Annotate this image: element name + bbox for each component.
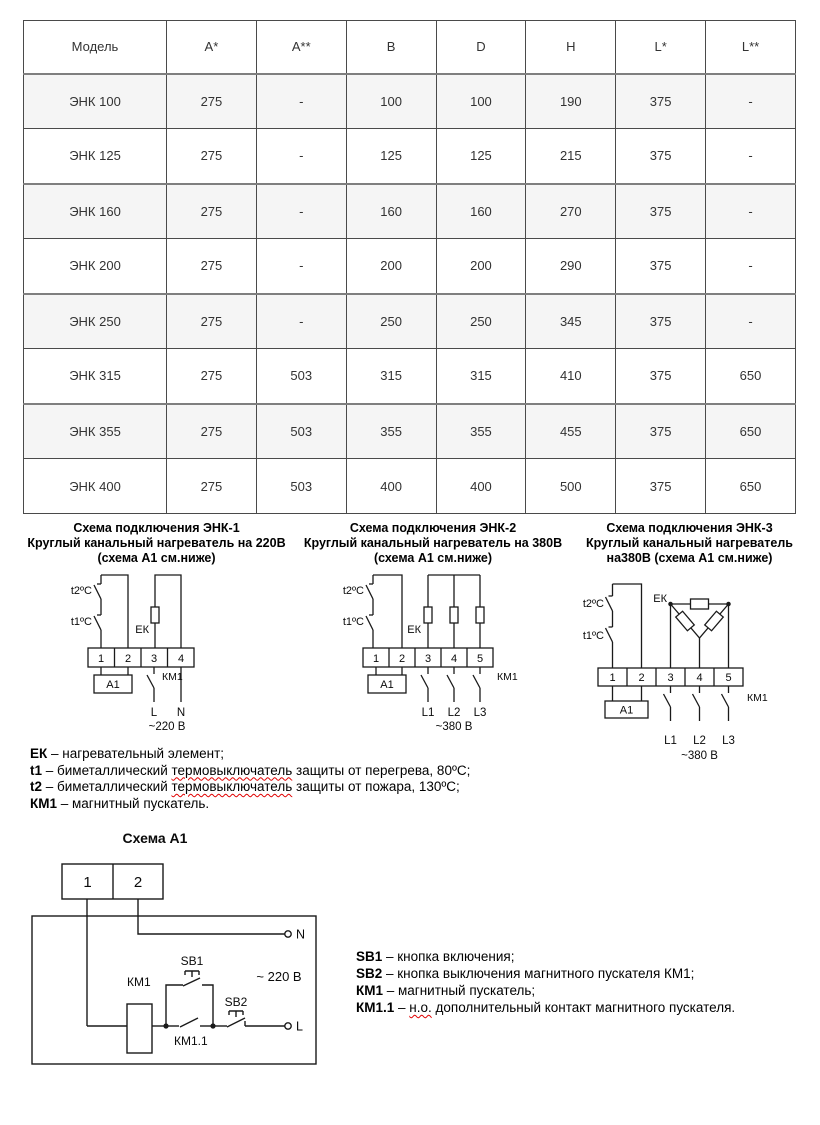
legend-line bbox=[30, 796, 530, 813]
label-phase-l: L bbox=[150, 707, 158, 719]
heater-datasheet-page bbox=[0, 20, 820, 1078]
table-cell: 275 bbox=[167, 184, 257, 239]
table-cell: 160 bbox=[346, 184, 436, 239]
table-column-header: D bbox=[436, 21, 526, 74]
label-neutral: N bbox=[296, 927, 306, 942]
table-cell: ЭНК 355 bbox=[24, 404, 167, 459]
table-cell: 200 bbox=[346, 239, 436, 294]
table-cell: - bbox=[706, 74, 796, 129]
label-phase-l2: L2 bbox=[447, 707, 460, 719]
table-cell: ЭНК 160 bbox=[24, 184, 167, 239]
table-cell: 400 bbox=[346, 459, 436, 514]
legend-line bbox=[30, 779, 530, 796]
legend-text: – кнопка включения; bbox=[382, 949, 515, 964]
table-cell: 250 bbox=[346, 294, 436, 349]
table-cell: 375 bbox=[616, 459, 706, 514]
table-cell: - bbox=[706, 294, 796, 349]
thermal-switch-chain bbox=[94, 575, 128, 648]
table-row bbox=[24, 349, 796, 404]
legend-line bbox=[356, 982, 735, 999]
table-row bbox=[24, 239, 796, 294]
title-line: Схема подключения ЭНК-3 bbox=[606, 521, 773, 535]
legend-text: – магнитный пускатель. bbox=[57, 795, 210, 811]
legend-text: н.о. bbox=[409, 1000, 432, 1015]
table-cell: 100 bbox=[436, 74, 526, 129]
legend-term: SB1 bbox=[356, 949, 383, 964]
label-phase-l2: L2 bbox=[692, 735, 706, 747]
table-cell: 355 bbox=[436, 404, 526, 459]
table-cell: 400 bbox=[436, 459, 526, 514]
label-km1: КМ1 bbox=[127, 975, 151, 989]
resistor-symbol bbox=[450, 607, 458, 623]
label-a1: А1 bbox=[106, 679, 120, 691]
table-column-header: H bbox=[526, 21, 616, 74]
legend-text: дополнительный контакт магнитного пускателя. bbox=[431, 1000, 736, 1015]
km1-contacts bbox=[421, 667, 480, 702]
resistor-symbol bbox=[675, 611, 694, 631]
table-cell: 375 bbox=[616, 294, 706, 349]
table-row bbox=[24, 404, 796, 459]
legend-term: t2 bbox=[30, 779, 43, 794]
km1-contacts bbox=[663, 686, 728, 721]
label-t1: t1ºC bbox=[70, 616, 92, 628]
diagram-enk2 bbox=[299, 521, 567, 769]
label-km1: КМ1 bbox=[496, 671, 518, 683]
table-cell: 375 bbox=[616, 129, 706, 184]
table-cell: 650 bbox=[706, 349, 796, 404]
title-line: на380В (схема А1 см.ниже) bbox=[606, 551, 773, 565]
schematic-enk2 bbox=[316, 569, 551, 744]
table-cell: - bbox=[256, 294, 346, 349]
terminal-number: 1 bbox=[83, 874, 92, 891]
title-line: Круглый канальный нагреватель на 220В bbox=[27, 536, 286, 550]
table-row bbox=[24, 294, 796, 349]
resistor-symbol bbox=[151, 607, 159, 623]
table-cell: - bbox=[256, 239, 346, 294]
km1-contact bbox=[147, 667, 154, 702]
table-cell: - bbox=[706, 129, 796, 184]
diagram-enk1 bbox=[14, 521, 299, 769]
table-cell: 503 bbox=[256, 349, 346, 404]
table-cell: 315 bbox=[436, 349, 526, 404]
table-cell: 503 bbox=[256, 404, 346, 459]
legend-line bbox=[30, 763, 530, 780]
table-row bbox=[24, 459, 796, 514]
dimensions-table bbox=[23, 20, 796, 514]
table-cell: 275 bbox=[167, 459, 257, 514]
diagram-enk2-title bbox=[299, 521, 567, 566]
terminal-number: 3 bbox=[424, 653, 431, 665]
legend-term: КМ1.1 bbox=[356, 1000, 395, 1015]
wiring-diagrams-row bbox=[0, 521, 820, 769]
label-t1: t1ºC bbox=[582, 630, 604, 642]
table-cell: 100 bbox=[346, 74, 436, 129]
resistor-symbol bbox=[704, 611, 723, 631]
table-cell: 275 bbox=[167, 129, 257, 184]
label-voltage: ~ 220 В bbox=[256, 969, 302, 984]
legend-text: термовыключатель bbox=[171, 762, 293, 778]
line-terminal-dot bbox=[285, 1023, 291, 1029]
table-column-header: Модель bbox=[24, 21, 167, 74]
table-cell: ЭНК 100 bbox=[24, 74, 167, 129]
table-cell: 190 bbox=[526, 74, 616, 129]
table-cell: 355 bbox=[346, 404, 436, 459]
terminal-number: 4 bbox=[450, 653, 457, 665]
table-row bbox=[24, 129, 796, 184]
table-cell: ЭНК 125 bbox=[24, 129, 167, 184]
legend-text: – bbox=[394, 1000, 410, 1015]
label-sb2: SB2 bbox=[224, 995, 248, 1009]
table-cell: 270 bbox=[526, 184, 616, 239]
legend-term: t1 bbox=[30, 762, 43, 778]
table-cell: 500 bbox=[526, 459, 616, 514]
diagram-enk3 bbox=[567, 521, 812, 769]
heater-delta-branch bbox=[668, 599, 729, 668]
legend-term: КМ1 bbox=[30, 795, 57, 811]
resistor-symbol bbox=[476, 607, 484, 623]
terminal-number: 4 bbox=[695, 672, 703, 684]
terminal-number: 2 bbox=[398, 653, 405, 665]
label-phase-l1: L1 bbox=[421, 707, 434, 719]
resistor-symbol bbox=[424, 607, 432, 623]
table-cell: 650 bbox=[706, 404, 796, 459]
terminal-number: 1 bbox=[97, 653, 105, 665]
table-cell: 375 bbox=[616, 74, 706, 129]
label-t1: t1ºC bbox=[342, 616, 364, 628]
table-cell: 503 bbox=[256, 459, 346, 514]
resistor-symbol bbox=[690, 599, 708, 609]
legend-text: термовыключатель bbox=[171, 779, 293, 794]
table-row bbox=[24, 74, 796, 129]
terminal-number: 2 bbox=[124, 653, 132, 665]
terminal-number: 5 bbox=[476, 653, 483, 665]
table-cell: ЭНК 315 bbox=[24, 349, 167, 404]
table-cell: 375 bbox=[616, 404, 706, 459]
legend-text: – биметаллический bbox=[42, 779, 172, 794]
label-line: L bbox=[296, 1019, 303, 1034]
label-phase-n: N bbox=[176, 707, 186, 719]
km1-coil bbox=[127, 1004, 152, 1053]
schema-a1-section bbox=[0, 826, 820, 1078]
label-a1: А1 bbox=[619, 704, 633, 717]
heater-elements-branch bbox=[424, 575, 484, 648]
table-header-row bbox=[24, 21, 796, 74]
legend-line bbox=[356, 965, 735, 982]
terminal-block bbox=[62, 864, 163, 899]
terminal-number: 3 bbox=[666, 672, 674, 684]
label-a1: А1 bbox=[379, 679, 394, 691]
title-line: Круглый канальный нагреватель на 380В bbox=[303, 536, 563, 550]
table-cell: 200 bbox=[436, 239, 526, 294]
table-cell: 345 bbox=[526, 294, 616, 349]
diagram-enk1-title bbox=[14, 521, 299, 566]
label-ek: ЕК bbox=[406, 624, 421, 636]
terminal-number: 1 bbox=[608, 672, 616, 684]
junction-dot bbox=[210, 1023, 215, 1028]
label-km1: КМ1 bbox=[162, 671, 183, 683]
terminal-number: 4 bbox=[177, 653, 185, 665]
label-voltage: ~380 В bbox=[680, 750, 718, 762]
label-sb1: SB1 bbox=[180, 954, 204, 968]
table-cell: 650 bbox=[706, 459, 796, 514]
table-cell: 275 bbox=[167, 349, 257, 404]
diagram-enk3-title bbox=[567, 521, 812, 566]
legend-text: – магнитный пускатель; bbox=[383, 983, 536, 998]
legend-term: ЕК bbox=[30, 746, 48, 761]
table-cell: - bbox=[256, 184, 346, 239]
title-line: (схема А1 см.ниже) bbox=[373, 551, 493, 565]
junction-dot bbox=[163, 1023, 168, 1028]
legend-text: защиты от пожара, 130ºС; bbox=[292, 779, 460, 794]
table-cell: 315 bbox=[346, 349, 436, 404]
label-voltage: ~380 В bbox=[435, 721, 472, 733]
label-phase-l1: L1 bbox=[663, 735, 677, 747]
table-cell: 160 bbox=[436, 184, 526, 239]
schema-a1-diagram bbox=[20, 826, 320, 1078]
table-cell: - bbox=[706, 184, 796, 239]
table-column-header: A** bbox=[256, 21, 346, 74]
sb2-contact bbox=[213, 1011, 285, 1027]
thermal-switch-chain bbox=[605, 584, 641, 668]
label-t2: t2ºC bbox=[342, 585, 364, 597]
table-cell: 375 bbox=[616, 239, 706, 294]
table-cell: 250 bbox=[436, 294, 526, 349]
table-cell: 410 bbox=[526, 349, 616, 404]
table-cell: 125 bbox=[346, 129, 436, 184]
label-km11: КМ1.1 bbox=[174, 1034, 208, 1048]
label-phase-l3: L3 bbox=[721, 735, 735, 747]
table-cell: 290 bbox=[526, 239, 616, 294]
table-cell: ЭНК 250 bbox=[24, 294, 167, 349]
label-ek: ЕК bbox=[652, 593, 667, 605]
schematic-enk1 bbox=[39, 569, 274, 744]
km11-contact bbox=[166, 1018, 213, 1027]
table-cell: - bbox=[256, 129, 346, 184]
spec-table-body bbox=[24, 74, 796, 514]
thermal-switch-chain bbox=[366, 575, 402, 648]
table-column-header: A* bbox=[167, 21, 257, 74]
title-line: (схема А1 см.ниже) bbox=[97, 551, 216, 565]
terminal-number: 1 bbox=[372, 653, 379, 665]
legend-line bbox=[356, 999, 735, 1016]
label-t2: t2ºC bbox=[70, 585, 92, 597]
table-cell: - bbox=[256, 74, 346, 129]
title-line: Круглый канальный нагреватель bbox=[586, 536, 793, 550]
terminal-number: 2 bbox=[133, 874, 143, 891]
legend-text: – нагревательный элемент; bbox=[47, 746, 225, 761]
table-row bbox=[24, 184, 796, 239]
terminal-number: 3 bbox=[150, 653, 158, 665]
neutral-terminal-dot bbox=[285, 931, 291, 937]
schematic-enk3 bbox=[570, 569, 810, 769]
label-phase-l3: L3 bbox=[473, 707, 486, 719]
table-cell: 275 bbox=[167, 74, 257, 129]
title-line: Схема подключения ЭНК-1 bbox=[73, 521, 240, 535]
sb1-branch bbox=[166, 971, 213, 1026]
legend-text: – кнопка выключения магнитного пускателя КМ1; bbox=[382, 966, 695, 981]
legend-text: – биметаллический bbox=[42, 762, 172, 778]
table-column-header: B bbox=[346, 21, 436, 74]
legend-text: защиты от перегрева, 80ºС; bbox=[292, 762, 471, 778]
terminal-number: 2 bbox=[637, 672, 645, 684]
table-column-header: L* bbox=[616, 21, 706, 74]
terminal-number: 5 bbox=[724, 672, 732, 684]
label-t2: t2ºC bbox=[582, 598, 604, 610]
table-cell: 375 bbox=[616, 184, 706, 239]
table-cell: ЭНК 400 bbox=[24, 459, 167, 514]
table-cell: 275 bbox=[167, 294, 257, 349]
table-cell: 455 bbox=[526, 404, 616, 459]
table-column-header: L** bbox=[706, 21, 796, 74]
table-cell: - bbox=[706, 239, 796, 294]
table-cell: 375 bbox=[616, 349, 706, 404]
table-cell: 215 bbox=[526, 129, 616, 184]
table-cell: 275 bbox=[167, 239, 257, 294]
title-line: Схема подключения ЭНК-2 bbox=[349, 521, 517, 535]
schema-a1-title: Схема А1 bbox=[122, 830, 188, 846]
legend-term: SB2 bbox=[356, 966, 383, 981]
table-cell: 125 bbox=[436, 129, 526, 184]
label-voltage: ~220 В bbox=[148, 721, 186, 733]
table-cell: 275 bbox=[167, 404, 257, 459]
schema-a1-legend bbox=[356, 826, 735, 1078]
heater-element-branch bbox=[151, 575, 181, 648]
legend-line bbox=[356, 948, 735, 965]
table-cell: ЭНК 200 bbox=[24, 239, 167, 294]
label-km1: КМ1 bbox=[746, 692, 768, 704]
label-ek: ЕК bbox=[135, 624, 149, 636]
legend-term: КМ1 bbox=[356, 983, 383, 998]
